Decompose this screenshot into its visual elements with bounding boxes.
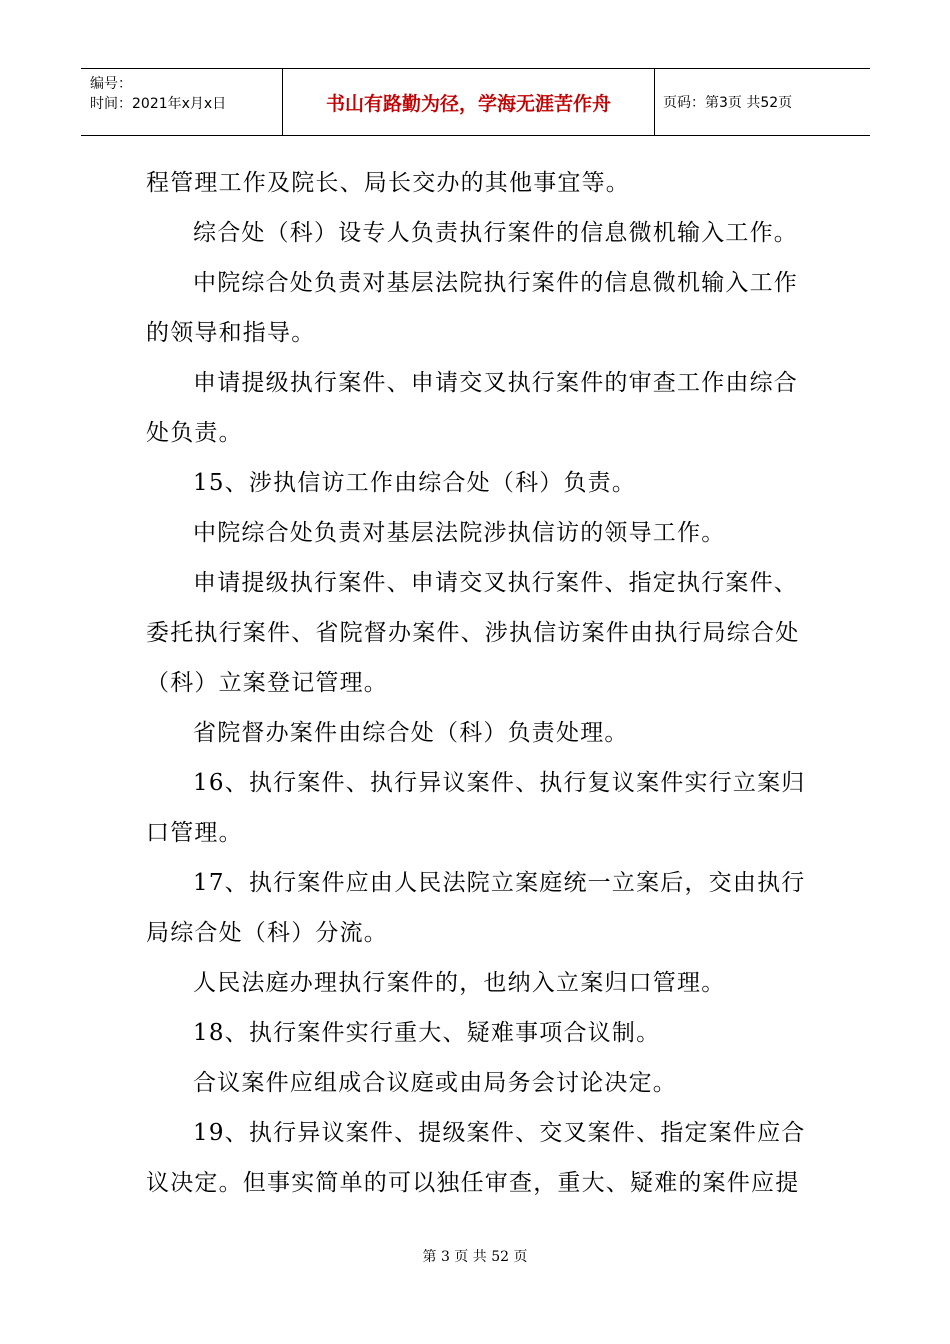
- date-label: 时间：2021年x月x日: [90, 96, 227, 112]
- body-paragraph: 合议案件应组成合议庭或由局务会讨论决定。: [193, 1070, 677, 1096]
- body-paragraph: 18、执行案件实行重大、疑难事项合议制。: [193, 1020, 661, 1046]
- page-footer: 第 3 页 共 52 页: [422, 1249, 528, 1265]
- body-paragraph: 程管理工作及院长、局长交办的其他事宜等。: [146, 170, 630, 196]
- header-motto: 书山有路勤为径，学海无涯苦作舟: [282, 69, 655, 135]
- page-header: [81, 68, 870, 136]
- code-label: 编号：: [90, 76, 132, 92]
- body-paragraph: 15、涉执信访工作由综合处（科）负责。: [193, 470, 637, 496]
- body-paragraph: 申请提级执行案件、申请交叉执行案件的审查工作由综合处负责。: [146, 370, 798, 446]
- body-paragraph: 16、执行案件、执行异议案件、执行复议案件实行立案归口管理。: [146, 770, 806, 846]
- body-paragraph: 人民法庭办理执行案件的，也纳入立案归口管理。: [193, 970, 726, 996]
- body-paragraph: 申请提级执行案件、申请交叉执行案件、指定执行案件、委托执行案件、省院督办案件、涉执信访案件由执行局综合处（科）立案登记管理。: [146, 570, 800, 696]
- body-paragraph: 中院综合处负责对基层法院执行案件的信息微机输入工作的领导和指导。: [146, 270, 798, 346]
- body-paragraph: 19、执行异议案件、提级案件、交叉案件、指定案件应合议决定。但事实简单的可以独任审查，重大、疑难的案件应提: [146, 1120, 806, 1196]
- body-paragraph: 综合处（科）设专人负责执行案件的信息微机输入工作。: [193, 220, 798, 246]
- document-body: [146, 158, 806, 1208]
- header-meta: [81, 69, 282, 135]
- header-page-info: 页码：第3页 共52页: [663, 95, 793, 111]
- body-paragraph: 中院综合处负责对基层法院涉执信访的领导工作。: [193, 520, 726, 546]
- body-paragraph: 省院督办案件由综合处（科）负责处理。: [193, 720, 629, 746]
- body-paragraph: 17、执行案件应由人民法院立案庭统一立案后，交由执行局综合处（科）分流。: [146, 870, 806, 946]
